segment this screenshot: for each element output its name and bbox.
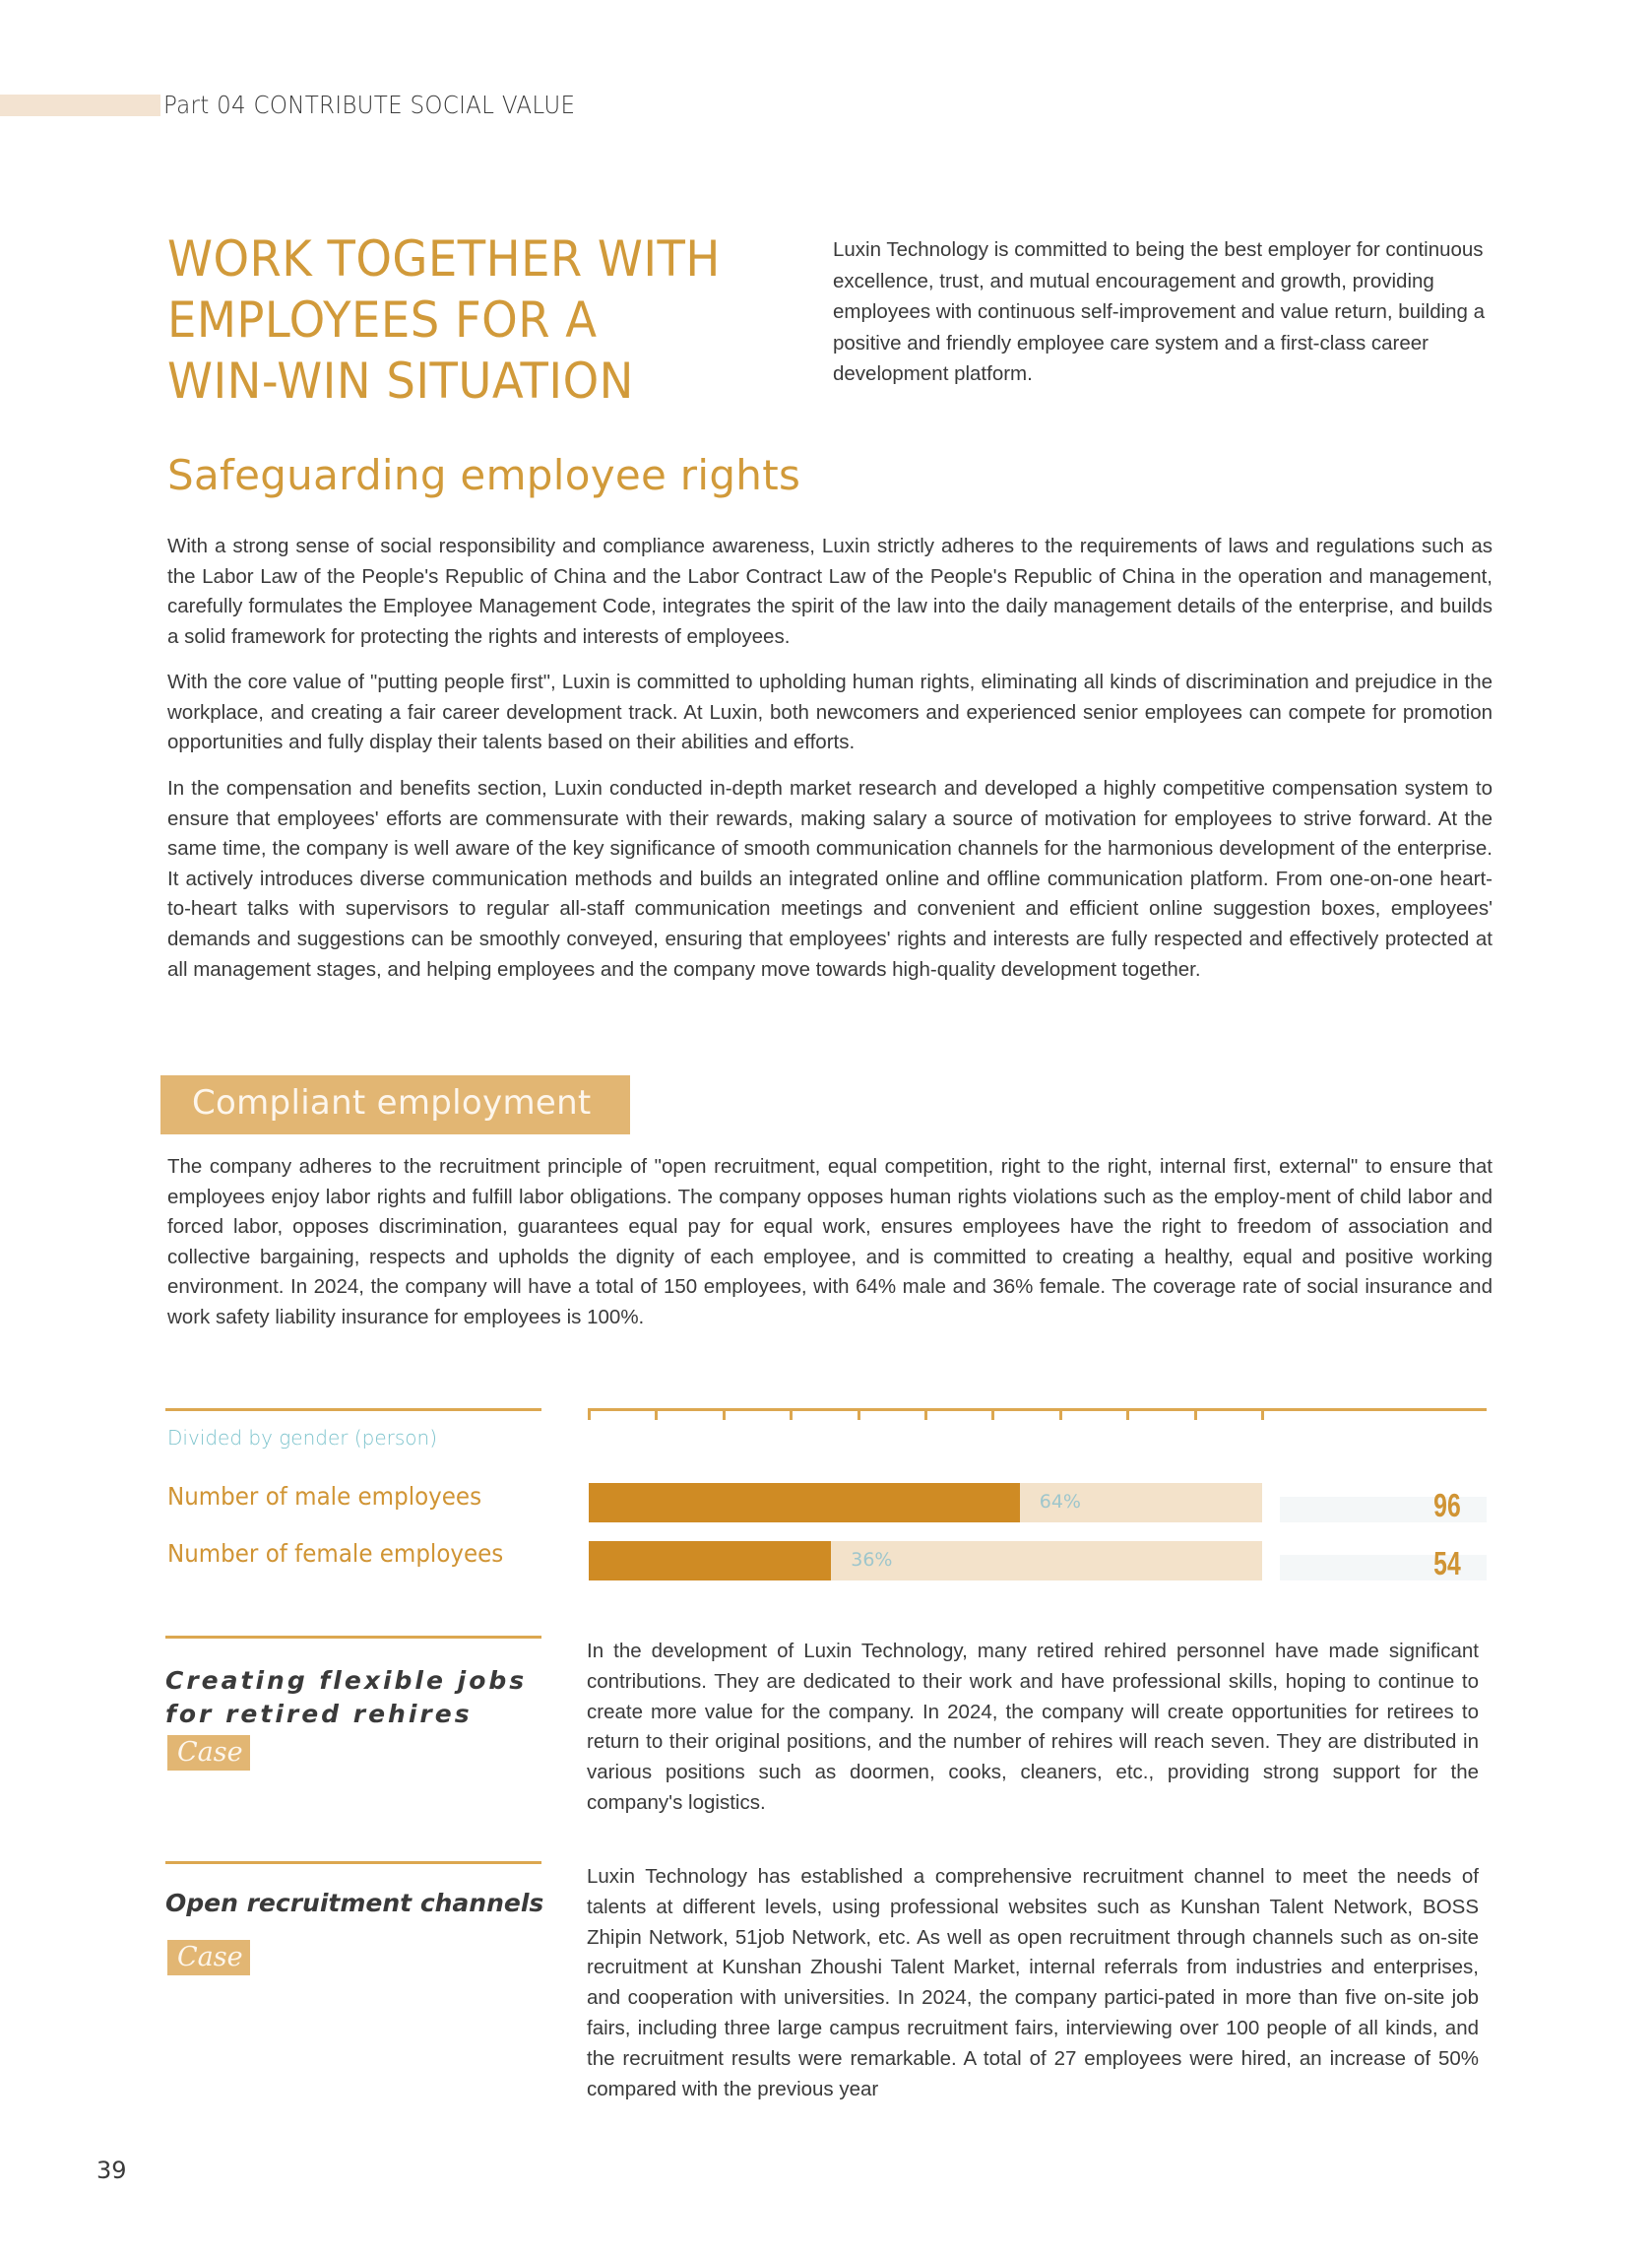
axis-tick xyxy=(924,1408,927,1420)
page-title-line: WORK TOGETHER WITH xyxy=(167,230,721,288)
chart-title: Divided by gender (person) xyxy=(167,1426,438,1450)
page-number: 39 xyxy=(96,2157,127,2184)
axis-tick xyxy=(1126,1408,1129,1420)
bar-track xyxy=(589,1541,1262,1580)
case-divider xyxy=(165,1861,541,1864)
subsection-heading-compliant xyxy=(160,1075,630,1134)
bar-value: 96 xyxy=(1433,1487,1461,1523)
axis-tick xyxy=(1261,1408,1264,1420)
body-paragraph: With a strong sense of social responsibility and compliance awareness, Luxin strictly adheres to the requirements of laws and regulations such as the Labor Law of the People's Republic of China and the Labor Contract Law of the People's Republic of China in the operation and management, carefully formulates the Employee Management Code, integrates the spirit of the law into the daily management details of the enterprise, and builds a solid framework for protecting the rights and interests of employees. xyxy=(167,535,1493,648)
axis-tick xyxy=(723,1408,726,1420)
axis-tick xyxy=(1194,1408,1197,1420)
header-accent-strip xyxy=(0,95,160,116)
chart-category-label: Number of male employees xyxy=(167,1482,482,1511)
intro-paragraph: Luxin Technology is committed to being the best employer for continuous excellence, trust, and mutual encouragement and growth, providing employees with continuous self-improvement and value return, building a positive and friendly employee care system and a first-class career development platform. xyxy=(833,238,1486,385)
axis-tick xyxy=(858,1408,860,1420)
case-title: Open recruitment channels xyxy=(165,1889,544,1917)
case-title: Creating flexible jobs for retired rehires xyxy=(165,1666,528,1728)
axis-tick xyxy=(655,1408,658,1420)
section-breadcrumb: Part 04 CONTRIBUTE SOCIAL VALUE xyxy=(163,91,576,119)
bar-fill-male xyxy=(589,1483,1020,1522)
body-paragraph: With the core value of "putting people first", Luxin is committed to upholding human rights, eliminating all kinds of discrimination and prejudice in the workplace, and creating a fair career development track. At Luxin, both newcomers and experienced senior employees can compete for promotion opportunities and fully display their talents based on their abilities and efforts. xyxy=(167,671,1493,754)
axis-tick xyxy=(790,1408,793,1420)
section-heading-safeguarding: Safeguarding employee rights xyxy=(167,451,801,499)
axis-tick xyxy=(588,1408,591,1420)
page-title xyxy=(167,228,753,412)
case-paragraph: In the development of Luxin Technology, many retired rehired personnel have made significant contributions. They are dedicated to their work and have professional skills, hoping to continue to create more value for the company. In 2024, the company will create opportunities for retirees to return to their original positions, and the number of rehires will reach seven. They are distributed in various positions such as doormen, cooks, cleaners, etc., providing strong support for the company's logistics. xyxy=(587,1640,1479,1814)
case-badge: Case xyxy=(167,1940,250,1975)
bar-fill-female xyxy=(589,1541,831,1580)
bar-percent-label: 64% xyxy=(1039,1491,1081,1513)
axis-tick xyxy=(991,1408,994,1420)
body-paragraph: In the compensation and benefits section, Luxin conducted in-depth market research and developed a highly competitive compensation system to ensure that employees' efforts are commensurate with their rewards, making salary a source of motivation for employees to strive forward. At the same time, the company is well aware of the key significance of smooth communication channels for the harmonious development of the enterprise. It actively introduces diverse communication methods and builds an integrated online and offline communication platform. From one-on-one heart-to-heart talks with supervisors to regular all-staff communication meetings and convenient and efficient online suggestion boxes, employees' demands and suggestions can be smoothly conveyed, ensuring that employees' rights and interests are fully respected and effectively protected at all management stages, and helping employees and the company move towards high-quality development together. xyxy=(167,777,1493,981)
subsection-heading-label: Compliant employment xyxy=(192,1083,592,1123)
chart-divider xyxy=(165,1408,541,1411)
case-divider xyxy=(165,1636,541,1639)
page-title-line: WIN-WIN SITUATION xyxy=(167,353,634,410)
bar-percent-label: 36% xyxy=(851,1549,893,1571)
page-title-line: EMPLOYEES FOR A xyxy=(167,291,598,349)
chart-category-label: Number of female employees xyxy=(167,1539,504,1568)
case-badge: Case xyxy=(167,1735,250,1771)
case-paragraph: Luxin Technology has established a comprehensive recruitment channel to meet the needs of talents at different levels, using professional websites such as Kunshan Talent Network, BOSS Zhipin Network, 51job Network, etc. As well as open recruitment through channels such as on-site recruitment at Kunshan Zhoushi Talent Market, internal referrals from industries and enterprises, and cooperation with universities. In 2024, the company partici-pated in more than five on-site job fairs, including three large campus recruitment fairs, interviewing over 100 people of all kinds, and the recruitment results were remarkable. A total of 27 employees were hired, an increase of 50% compared with the previous year xyxy=(587,1865,1479,2100)
bar-value: 54 xyxy=(1433,1545,1461,1581)
bar-track xyxy=(589,1483,1262,1522)
body-paragraph: The company adheres to the recruitment principle of "open recruitment, equal competition, right to the right, internal first, external" to ensure that employees enjoy labor rights and fulfill labor obligations. The company opposes human rights violations such as the employ-ment of child labor and forced labor, opposes discrimination, guarantees equal pay for equal work, ensures employees have the right to freedom of association and collective bargaining, respects and upholds the dignity of each employee, and is committed to creating a healthy, equal and positive working environment. In 2024, the company will have a total of 150 employees, with 64% male and 36% female. The coverage rate of social insurance and work safety liability insurance for employees is 100%. xyxy=(167,1155,1493,1328)
axis-tick xyxy=(1059,1408,1062,1420)
value-track xyxy=(1280,1487,1487,1523)
value-track xyxy=(1280,1545,1487,1581)
